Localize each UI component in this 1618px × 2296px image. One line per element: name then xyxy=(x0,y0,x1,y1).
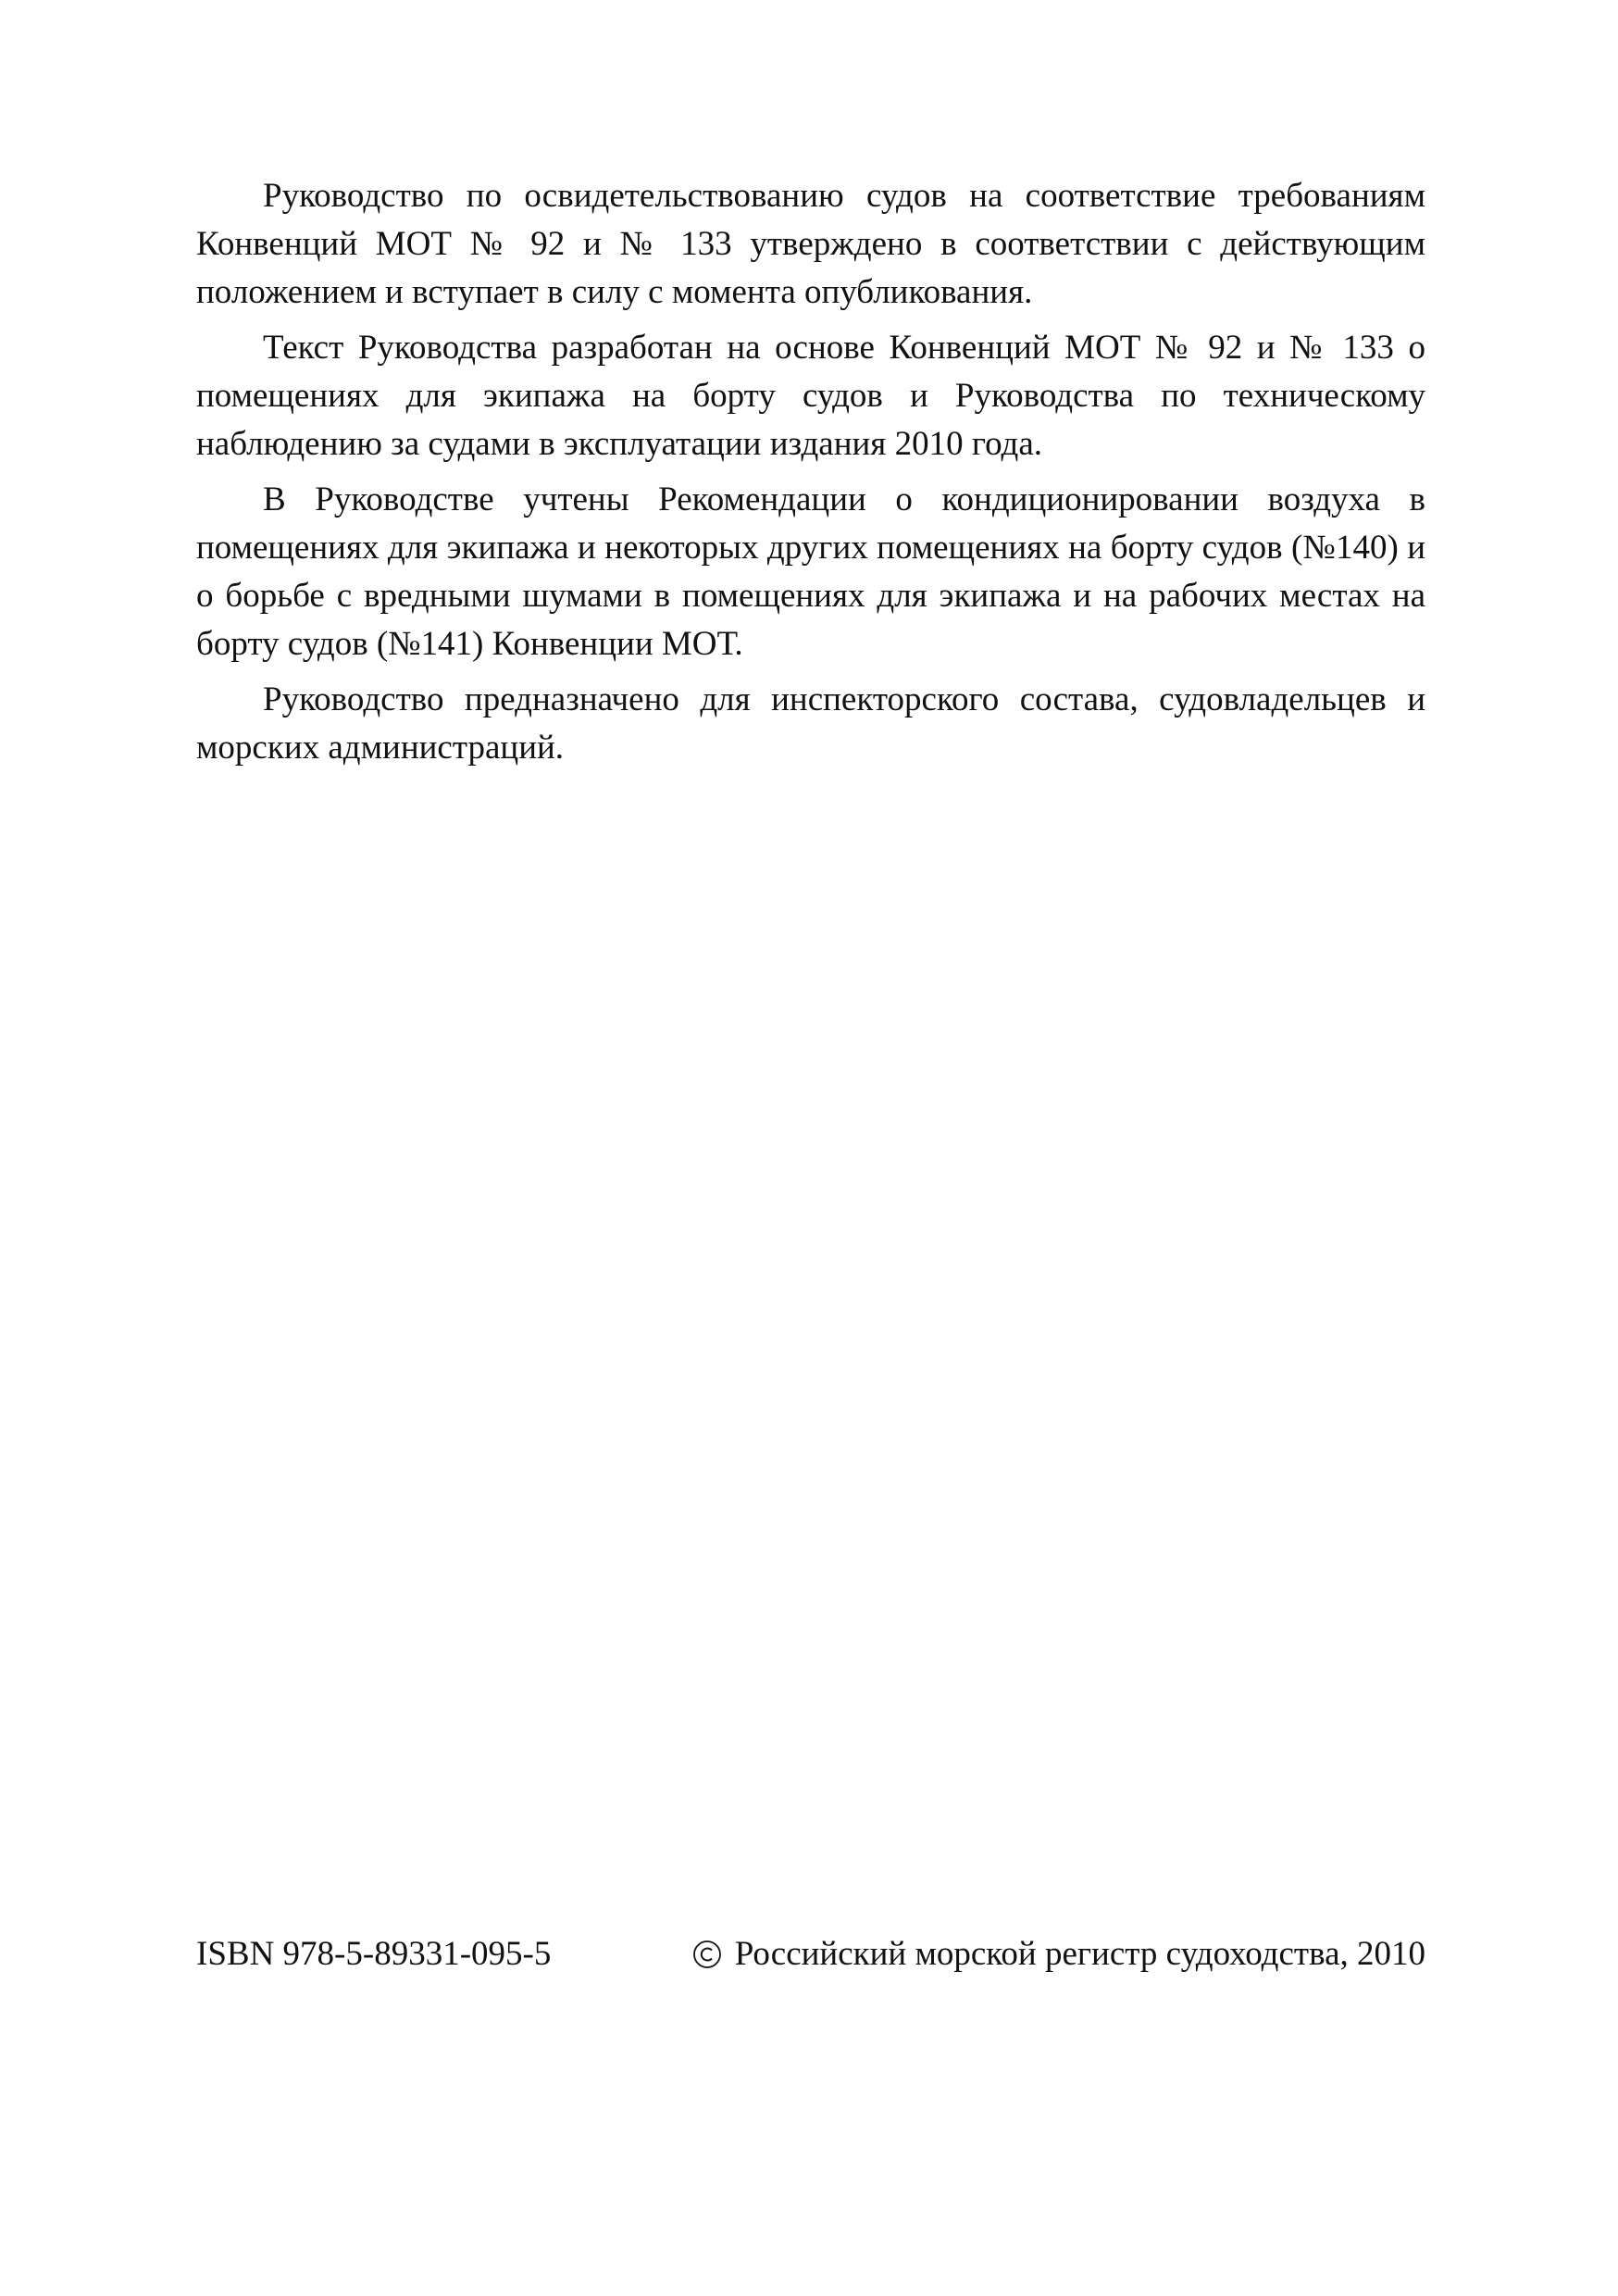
copyright-holder: Российский морской регистр судоходства, 2010 xyxy=(734,1935,1425,1973)
paragraph-basis: Текст Руководства разработан на основе Конвенций МОТ № 92 и № 133 о помещениях для экипажа на борту судов и Руководства по техническому наблюдению за судами в эксплуатации издания 2010 года. xyxy=(196,329,1425,463)
isbn-number: ISBN 978-5-89331-095-5 xyxy=(196,1935,552,1973)
imprint-footer xyxy=(196,1928,1425,1980)
paragraph-approval: Руководство по освидетельствованию судов на соответствие требованиям Конвенций МОТ № 92 и № 133 утверждено в соответствии с действующим положением и вступает в силу с момента опубликования. xyxy=(196,177,1425,311)
copyright-notice xyxy=(692,1928,1425,1980)
copyright-icon xyxy=(692,1940,722,1969)
paragraph-recommendations: В Руководстве учтены Рекомендации о кондиционировании воздуха в помещениях для экипажа и некоторых других помещениях на борту судов (№140) и о борьбе с вредными шумами в помещениях для экипажа и на рабочих местах на борту судов (№141) Конвенции МОТ. xyxy=(196,480,1425,663)
paragraph-audience: Руководство предназначено для инспекторского состава, судовладельцев и морских администраций. xyxy=(196,680,1425,767)
annotation-text xyxy=(196,172,1425,780)
